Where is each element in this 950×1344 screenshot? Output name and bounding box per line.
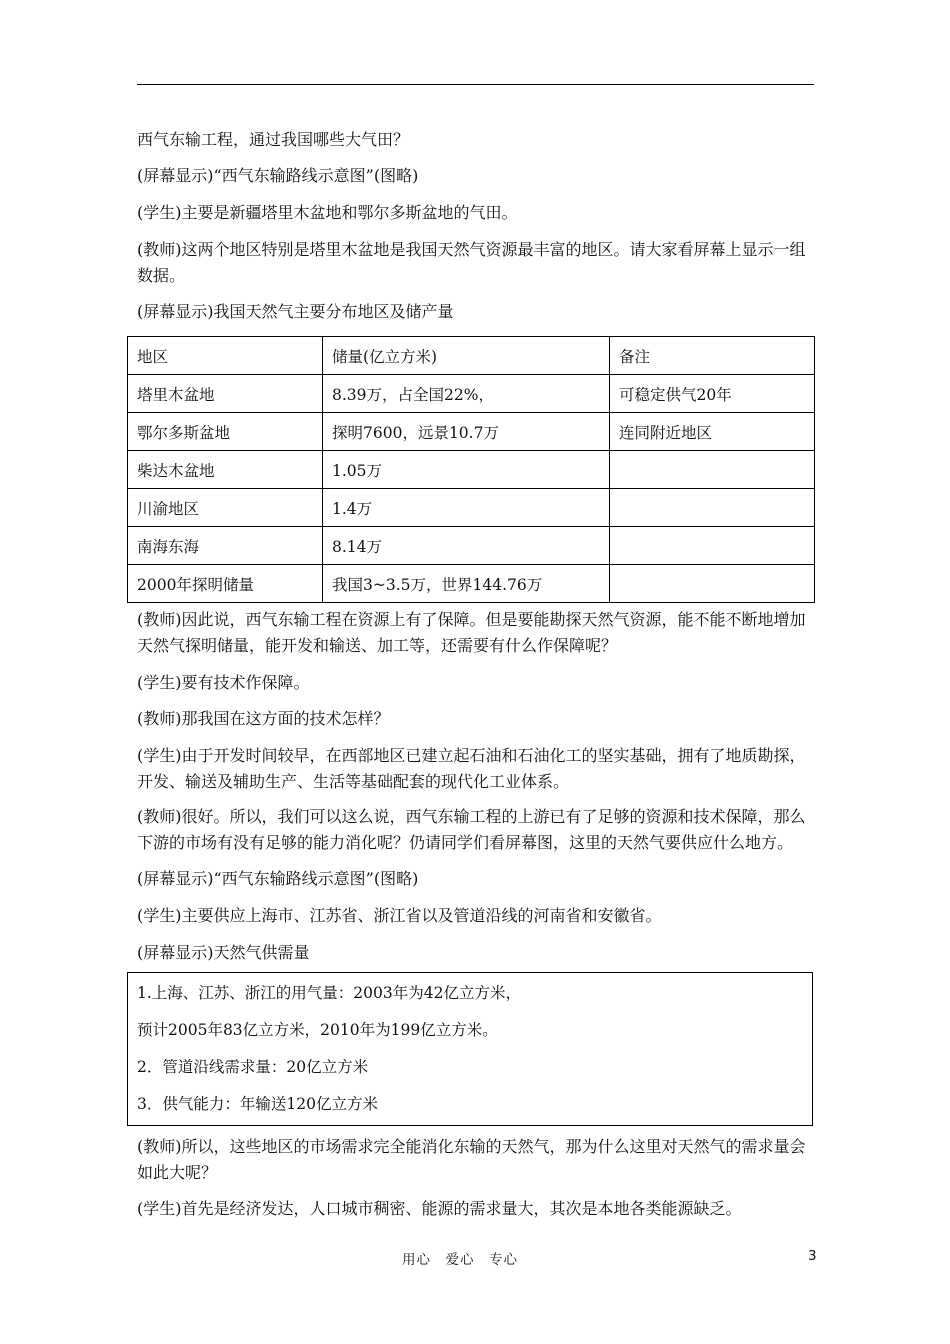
table-cell: 柴达木盆地: [128, 451, 323, 489]
table-row: [128, 375, 815, 413]
table-cell: 南海东海: [128, 527, 323, 565]
paragraph-teacher-1: (教师)这两个地区特别是塔里木盆地是我国天然气资源最丰富的地区。请大家看屏幕上显示一组数据。: [137, 240, 806, 285]
paragraph-student-2: (学生)要有技术作保障。: [137, 673, 310, 692]
table-header-cell: 备注: [610, 337, 815, 375]
table-cell: 连同附近地区: [610, 413, 815, 451]
table-row: [128, 451, 815, 489]
gas-reserves-table: [127, 336, 815, 603]
table-row: [128, 489, 815, 527]
supply-line: 3．供气能力：年输送120亿立方米: [137, 1095, 378, 1113]
paragraph-teacher-2: (教师)因此说，西气东输工程在资源上有了保障。但是要能勘探天然气资源，能不能不断地增加天然气探明储量，能开发和输送、加工等，还需要有什么作保障呢？: [137, 610, 806, 655]
paragraph-teacher-4: (教师)很好。所以，我们可以这么说，西气东输工程的上游已有了足够的资源和技术保障，那么下游的市场有没有足够的能力消化呢？仍请同学们看屏幕图，这里的天然气要供应什么地方。: [137, 807, 806, 852]
table-row: [128, 527, 815, 565]
table-cell: [610, 451, 815, 489]
table-cell: [610, 565, 815, 603]
table-row: [128, 565, 815, 603]
table-cell: 可稳定供气20年: [610, 375, 815, 413]
table-cell: 1.4万: [323, 489, 610, 527]
table-cell: 鄂尔多斯盆地: [128, 413, 323, 451]
paragraph-question: 西气东输工程，通过我国哪些大气田？: [137, 130, 410, 149]
table-cell: 塔里木盆地: [128, 375, 323, 413]
paragraph-teacher-5: (教师)所以，这些地区的市场需求完全能消化东输的天然气，那为什么这里对天然气的需求量会如此大呢？: [137, 1137, 806, 1182]
paragraph-student-1: (学生)主要是新疆塔里木盆地和鄂尔多斯盆地的气田。: [137, 203, 518, 222]
paragraph-screen-3: (屏幕显示)“西气东输路线示意图”(图略): [137, 869, 419, 888]
table-cell: 1.05万: [323, 451, 610, 489]
table-row: [128, 413, 815, 451]
paragraph-screen-4: (屏幕显示)天然气供需量: [137, 943, 310, 962]
table-cell: 川渝地区: [128, 489, 323, 527]
supply-line: 2．管道沿线需求量：20亿立方米: [137, 1058, 369, 1076]
table-cell: 8.39万，占全国22%，: [323, 375, 610, 413]
table-header-cell: 储量(亿立方米): [323, 337, 610, 375]
supply-demand-box: [127, 972, 813, 1126]
paragraph-teacher-3: (教师)那我国在这方面的技术怎样？: [137, 709, 390, 728]
table-cell: 2000年探明储量: [128, 565, 323, 603]
table-cell: [610, 527, 815, 565]
table-cell: 探明7600，远景10.7万: [323, 413, 610, 451]
paragraph-screen-1: (屏幕显示)“西气东输路线示意图”(图略): [137, 166, 419, 185]
table-header-cell: 地区: [128, 337, 323, 375]
table-header-row: [128, 337, 815, 375]
header-rule: [137, 84, 814, 85]
footer-motto: 用心 爱心 专心: [402, 1252, 518, 1268]
supply-line: 1.上海、江苏、浙江的用气量：2003年为42亿立方米，: [137, 984, 521, 1002]
supply-line: 预计2005年83亿立方米，2010年为199亿立方米。: [137, 1021, 498, 1039]
paragraph-student-5: (学生)首先是经济发达，人口城市稠密、能源的需求量大，其次是本地各类能源缺乏。: [137, 1199, 742, 1218]
table-cell: 我国3~3.5万，世界144.76万: [323, 565, 610, 603]
paragraph-screen-2: (屏幕显示)我国天然气主要分布地区及储产量: [137, 302, 454, 321]
table-cell: 8.14万: [323, 527, 610, 565]
table-cell: [610, 489, 815, 527]
paragraph-student-4: (学生)主要供应上海市、江苏省、浙江省以及管道沿线的河南省和安徽省。: [137, 906, 662, 925]
paragraph-student-3: (学生)由于开发时间较早，在西部地区已建立起石油和石油化工的坚实基础，拥有了地质勘探，开发、输送及辅助生产、生活等基础配套的现代化工业体系。: [137, 746, 806, 791]
page-number: 3: [808, 1248, 817, 1264]
